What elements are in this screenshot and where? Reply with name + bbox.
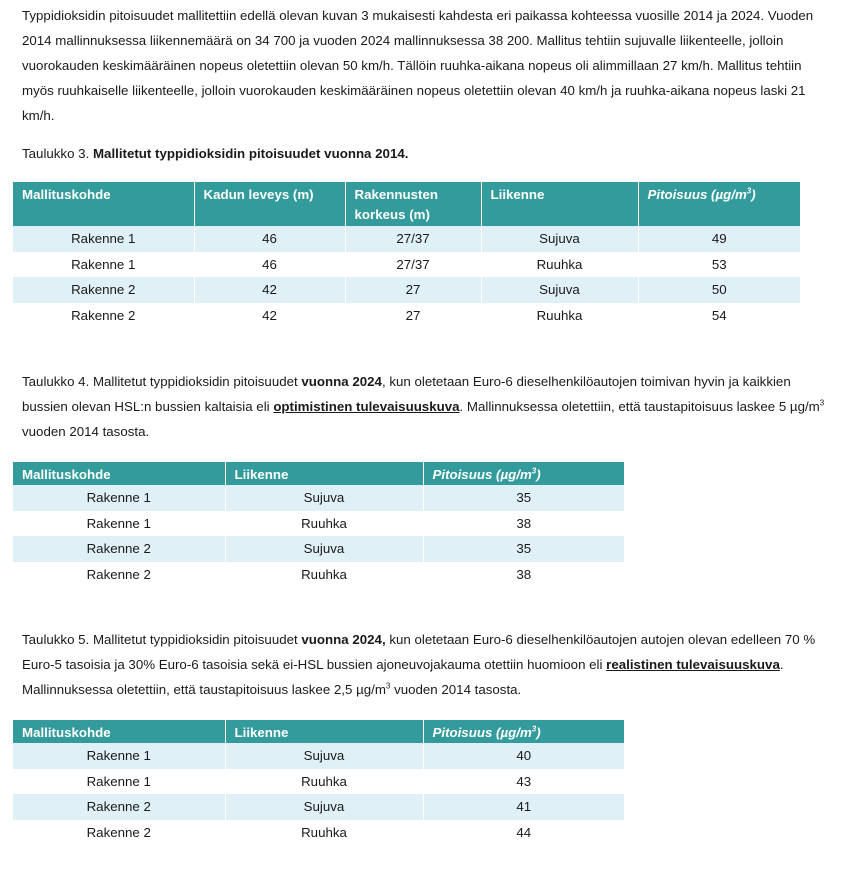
- table4-header-pitoisuus-text: [433, 467, 541, 482]
- table4-caption-part2: , kun oletetaan Euro-6 dieselhenkilöautojen toimivan hyvin ja kaikkien bussien olevan HSL:n bussien kaltaisia eli: [22, 374, 791, 414]
- table5-caption: [22, 627, 827, 702]
- table5-cell-liikenne: Ruuhka: [225, 820, 423, 846]
- table5-header-pitoisuus-main: Pitoisuus (µg/m: [432, 725, 532, 740]
- table3-cell-liikenne: Ruuhka: [481, 303, 638, 329]
- table4-cell-liikenne: Ruuhka: [225, 562, 423, 588]
- table-row: [13, 252, 800, 278]
- table5-cell-pitoisuus: 41: [423, 794, 624, 820]
- table5-caption-part4: vuoden 2014 tasosta.: [390, 682, 522, 697]
- table5-cell-kohde: Rakenne 2: [13, 820, 225, 846]
- table3-header-kohde: Mallituskohde: [13, 182, 194, 226]
- table-row: [13, 303, 800, 329]
- table3-cell-leveys: 42: [194, 303, 345, 329]
- table4-caption-part3: . Mallinnuksessa oletettiin, että taustapitoisuus laskee 5 µg/m: [459, 399, 820, 414]
- table-row: [13, 226, 800, 252]
- table5-cell-kohde: Rakenne 1: [13, 769, 225, 795]
- table4-caption-scenario: optimistinen tulevaisuuskuva: [273, 399, 460, 414]
- table3-cell-pitoisuus: 53: [638, 252, 800, 278]
- table5-header-pitoisuus-end: ): [536, 725, 541, 740]
- table3-cell-kohde: Rakenne 2: [13, 303, 194, 329]
- table5-caption-part2: kun oletetaan Euro-6 dieselhenkilöautojen autojen olevan edelleen 70 % Euro-5 tasoisia ja 30% Euro-6 tasoisia sekä ei-HSL bussien ajoneuvojakauma otettiin huomioon eli: [22, 632, 816, 672]
- table5-header-pitoisuus: [423, 720, 624, 743]
- table-row: [13, 562, 624, 588]
- table3-header-pitoisuus-main: Pitoisuus (µg/m: [647, 187, 747, 202]
- table3-header-liikenne: Liikenne: [481, 182, 638, 226]
- table-row: [13, 743, 624, 769]
- table3-cell-liikenne: Ruuhka: [481, 252, 638, 278]
- table3-cell-kohde: Rakenne 1: [13, 226, 194, 252]
- table4-cell-pitoisuus: 38: [423, 562, 624, 588]
- table3-caption-prefix: Taulukko 3.: [22, 146, 93, 161]
- table3-cell-pitoisuus: 49: [638, 226, 800, 252]
- table5-caption-part1: Taulukko 5. Mallitetut typpidioksidin pitoisuudet: [22, 632, 302, 647]
- table4-cell-kohde: Rakenne 1: [13, 511, 225, 537]
- table-row: [13, 511, 624, 537]
- intro-paragraph: Typpidioksidin pitoisuudet mallitettiin edellä olevan kuvan 3 mukaisesti kahdesta eri paikassa kohteessa vuosille 2014 ja 2024. Vuoden 2014 mallinnuksessa liikennemäärä on 34 700 ja vuoden 2024 mallinnuksessa 38 200. Mallitus tehtiin sujuvalle liikenteelle, jolloin vuorokauden keskimääräinen nopeus oletettiin olevan 50 km/h. Tällöin ruuhka-aikana nopeus oli alimmillaan 27 km/h. Mallitus tehtiin myös ruuhkaiselle liikenteelle, jolloin vuorokauden keskimääräinen nopeus oletettiin olevan 40 km/h ja ruuhka-aikana nopeus laski 21 km/h.: [22, 8, 814, 123]
- table-row: [13, 485, 624, 511]
- table3-cell-liikenne: Sujuva: [481, 277, 638, 303]
- table3-header-pitoisuus: [638, 182, 800, 226]
- table3-header-pitoisuus-sup: 3: [746, 186, 752, 196]
- table4-caption: [22, 369, 827, 444]
- table3-cell-korkeus: 27/37: [345, 226, 481, 252]
- table3-cell-leveys: 46: [194, 252, 345, 278]
- table5-cell-liikenne: Ruuhka: [225, 769, 423, 795]
- table3-cell-korkeus: 27: [345, 303, 481, 329]
- table5-caption-sup: 3: [385, 681, 391, 691]
- table4-header-pitoisuus-end: ): [536, 467, 541, 482]
- table4-header-pitoisuus: [423, 462, 624, 485]
- table5-cell-liikenne: Sujuva: [225, 794, 423, 820]
- table5-header-pitoisuus-sup: 3: [531, 724, 537, 734]
- table-row: [13, 769, 624, 795]
- table3-header-pitoisuus-text: [648, 187, 756, 202]
- table4-cell-liikenne: Sujuva: [225, 536, 423, 562]
- table5-cell-kohde: Rakenne 2: [13, 794, 225, 820]
- table3-header-korkeus: Rakennusten korkeus (m): [345, 182, 481, 226]
- table4-cell-kohde: Rakenne 2: [13, 562, 225, 588]
- table4-cell-kohde: Rakenne 1: [13, 485, 225, 511]
- table4-header-liikenne: Liikenne: [225, 462, 423, 485]
- table4-caption-part1: Taulukko 4. Mallitetut typpidioksidin pitoisuudet: [22, 374, 302, 389]
- table5-header-kohde: Mallituskohde: [13, 720, 225, 743]
- table5: [13, 720, 624, 845]
- table3-header-leveys: Kadun leveys (m): [194, 182, 345, 226]
- table3-caption-title: Mallitetut typpidioksidin pitoisuudet vuonna 2014.: [92, 146, 409, 161]
- table5-cell-pitoisuus: 43: [423, 769, 624, 795]
- table3-cell-korkeus: 27: [345, 277, 481, 303]
- table-row: [13, 794, 624, 820]
- table5-cell-pitoisuus: 40: [423, 743, 624, 769]
- table4-cell-pitoisuus: 35: [423, 485, 624, 511]
- table5-cell-liikenne: Sujuva: [225, 743, 423, 769]
- table3-cell-leveys: 46: [194, 226, 345, 252]
- table3-caption: [22, 141, 408, 166]
- table3-cell-leveys: 42: [194, 277, 345, 303]
- table4: [13, 462, 624, 587]
- table4-header-pitoisuus-main: Pitoisuus (µg/m: [432, 467, 532, 482]
- table5-caption-scenario: realistinen tulevaisuuskuva: [606, 657, 780, 672]
- table3: [13, 182, 800, 328]
- table5-header-liikenne: Liikenne: [225, 720, 423, 743]
- table4-caption-sup: 3: [819, 398, 825, 408]
- table-row: [13, 277, 800, 303]
- table3-cell-liikenne: Sujuva: [481, 226, 638, 252]
- table-row: [13, 536, 624, 562]
- table4-cell-pitoisuus: 38: [423, 511, 624, 537]
- table4-caption-bold: vuonna 2024: [301, 374, 382, 389]
- table5-cell-kohde: Rakenne 1: [13, 743, 225, 769]
- table4-header-pitoisuus-sup: 3: [531, 466, 537, 476]
- table4-cell-kohde: Rakenne 2: [13, 536, 225, 562]
- table5-cell-pitoisuus: 44: [423, 820, 624, 846]
- table4-caption-part4: vuoden 2014 tasosta.: [22, 424, 150, 439]
- table4-cell-pitoisuus: 35: [423, 536, 624, 562]
- table4-cell-liikenne: Ruuhka: [225, 511, 423, 537]
- table5-header-pitoisuus-text: [433, 725, 541, 740]
- table4-header-kohde: Mallituskohde: [13, 462, 225, 485]
- table3-cell-korkeus: 27/37: [345, 252, 481, 278]
- table3-cell-pitoisuus: 54: [638, 303, 800, 329]
- table3-cell-kohde: Rakenne 1: [13, 252, 194, 278]
- table3-header-pitoisuus-end: ): [751, 187, 756, 202]
- table3-cell-pitoisuus: 50: [638, 277, 800, 303]
- table-row: [13, 820, 624, 846]
- table5-caption-bold: vuonna 2024,: [301, 632, 386, 647]
- table3-cell-kohde: Rakenne 2: [13, 277, 194, 303]
- table5-caption-part3: . Mallinnuksessa oletettiin, että taustapitoisuus laskee 2,5 µg/m: [22, 657, 784, 697]
- table4-cell-liikenne: Sujuva: [225, 485, 423, 511]
